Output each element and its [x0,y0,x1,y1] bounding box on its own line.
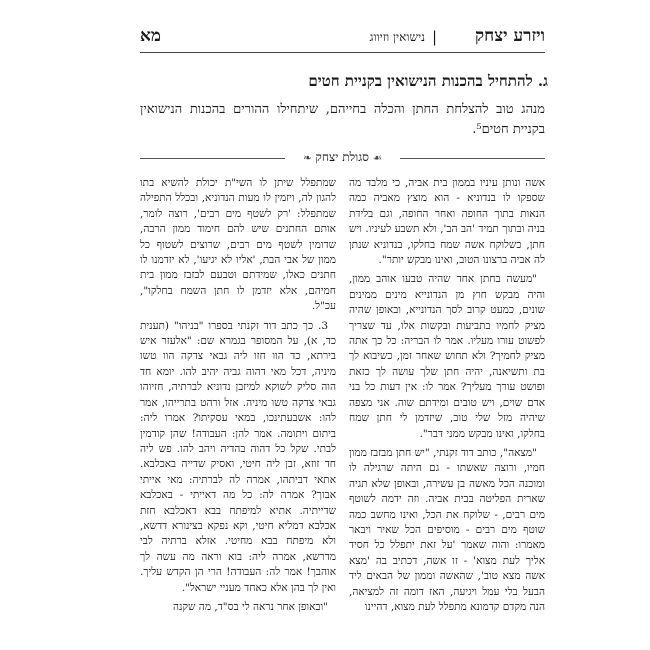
commentary-column-left [140,176,336,619]
section-marker: ג. [537,72,548,90]
paragraph: "מעשה בחתן אחד שהיה טבעו אוהב ממון, והיה מבקש חוץ מן הנדונייא מינים ממינים שונים, כמעט קרוב לסך הנדונייא, ובאופן שהיה מציק לחמיו בתביעות ובקשות אלו, עד שצריך לפשוט עורו מעליו. אמר לו הבריה: כל כך אתה מציק לחמיך? ולא תחוש שאחר זמן, כשיבוא לך בת ותשיאנה, יהיה חתן שלך עושה לך כזאת ופושט עורך מעליך? אמר לו: אין דעות כל בני אדם שוים, ויש טובים ומידתם שוה. אני מצפה שיהיה מזל שלי טוב, שיזדמן לי חתן שמח בחלקו, ואינו מבקש ממני דבר". [349,273,545,440]
section-title-text: להתחיל בהכנות הנישואין בקניית חטים [308,72,538,90]
page-number: מא [140,26,161,46]
ornament-right-icon: ☙ [372,153,382,164]
paragraph: אשה ונותן עיניו בממון בית אביה, כי מלבד מה שספקו לו בנדוניא - הוא מוצץ מאביה כמה הנאות בתוך החופה ואחר החופה, וגם בלידת בניה ובתוך תמיד 'הב הב', ולא תשבע לעיניו. ויש חתן, כשלוקח אשה שמח בחלקו, בנדוניא שנתן לה אביה ברצונו הטוב, ואינו מבקש יותר". [349,177,545,267]
header-separator: | [431,28,437,46]
commentary-column-right [349,176,545,619]
paragraph: "מצאה", כותב דוד זקנתי, "יש חתן מבזבז ממון חמיו, ורוצה שאשתו - גם היתה שרגילה לו ומוכנה הכל מאשה בן עשירה, ובאופן שלא תגיה שארית הפליטה בבית אביה. וזה ידמה לשוטף מים רבים, - שלוקח את הכל, ואינו מחשב כמה שוטף מים רבים - מוסיפים הכל שאיר ויבאר מאמרו: והוה שאמר 'על זאת יתפלל כל חסיד אליך לעת מצוא' - זו אשה, דכתיב בה 'מצא אשה מצא טוב', שהאשה וממון של הבאים ליד הבעל בלי עמל ויגיעה, האז דומה זה למציאה, הנה מקדם קדמונא מתפלל לעת מצוא, דהיינו [349,446,545,613]
section-intro: מנהג טוב להצלחת החתן והכלה בחייהם, שיתחילו ההורים בהכנות הנישואין בקניית חטים⁵. [140,102,545,137]
paragraph: "ובאופן אחר נראה לי בס"ד, מה שקנה [172,600,328,613]
section-divider [140,150,545,168]
divider-label-text: סגולת יצחק [315,150,369,164]
ornament-left-icon: ❧ [303,153,312,164]
paragraph: שמתפלל שיתן לו השי"ת יכולת להשיא בתו להגון לה, ויזמין לו מעות הנדוניא, ובכלל התפילה שמתפלל: 'רק לשטף מים רבים', רוצה לומר, אותם החתנים שיש להם חימוד ממון הרבה, שדומין לשטף מים רבים, שרוצים לשטוף כל ממון של אבי הבת, 'אליו לא יגיעו', לא יזדמנו לו חתנים כאלו, שמידתם וטבעם לבזבז ממון בית חמיהם, אלא יזדמן לו חתן השמח בחלקו", עכ"ל. [140,177,336,313]
footnote-paragraph: 3. כך כתב דוד זקנתי בספרו "בניהו" (תענית כד, א), על המסופר בגמרא שם: "אלעזר איש בירתא, כד הוו חזו ליה גבאי צדקה הוו טשו מיניה, דכל מאי דהוה גביה יהיב להו. יומא חד הוה סליק לשוקא למיזבן נדוניא לברתיה, חזיוהו גבאי צדקה טשו מיניה. אזל ורהט בתרייהו, אמר להו: אשבעתינכו, במאי עסקיתו? אמרו ליה: ביתום ויתומה. אמר להן: העבודה! שהן קודמין לבתי. שקל כל דהוה בהדיה ויהב להו. פש ליה חד זוזא, זבן ליה חיטי, ואסיק שדייה באכלבא. אתאי דביתהו, אמרה לה לברתיה: מאי אייתי אבוך? אמרה לה: כל מה דאייתי - באכלבא שדייתיה. אתיא למיפתח בבא דאכלבא חזת אכלבא דמליא חיטי, וקא נפקא בצינורא דדשא, ולא מיפתח בבא מחיטי. אזלא ברתיה לבי מדרשא, אמרה ליה: בוא וראה מה עשה לך אוהבך! אמר לה: העבודה! הרי הן הקדש עליך. ואין לך בהן אלא כאחד מעניי ישראל". [140,319,336,594]
chapter-subtitle: נישואין וזיווג [369,30,425,44]
running-header [140,22,545,53]
book-title: ויזרע יצחק [475,26,545,46]
divider-label [140,150,545,165]
section-title [308,72,548,91]
